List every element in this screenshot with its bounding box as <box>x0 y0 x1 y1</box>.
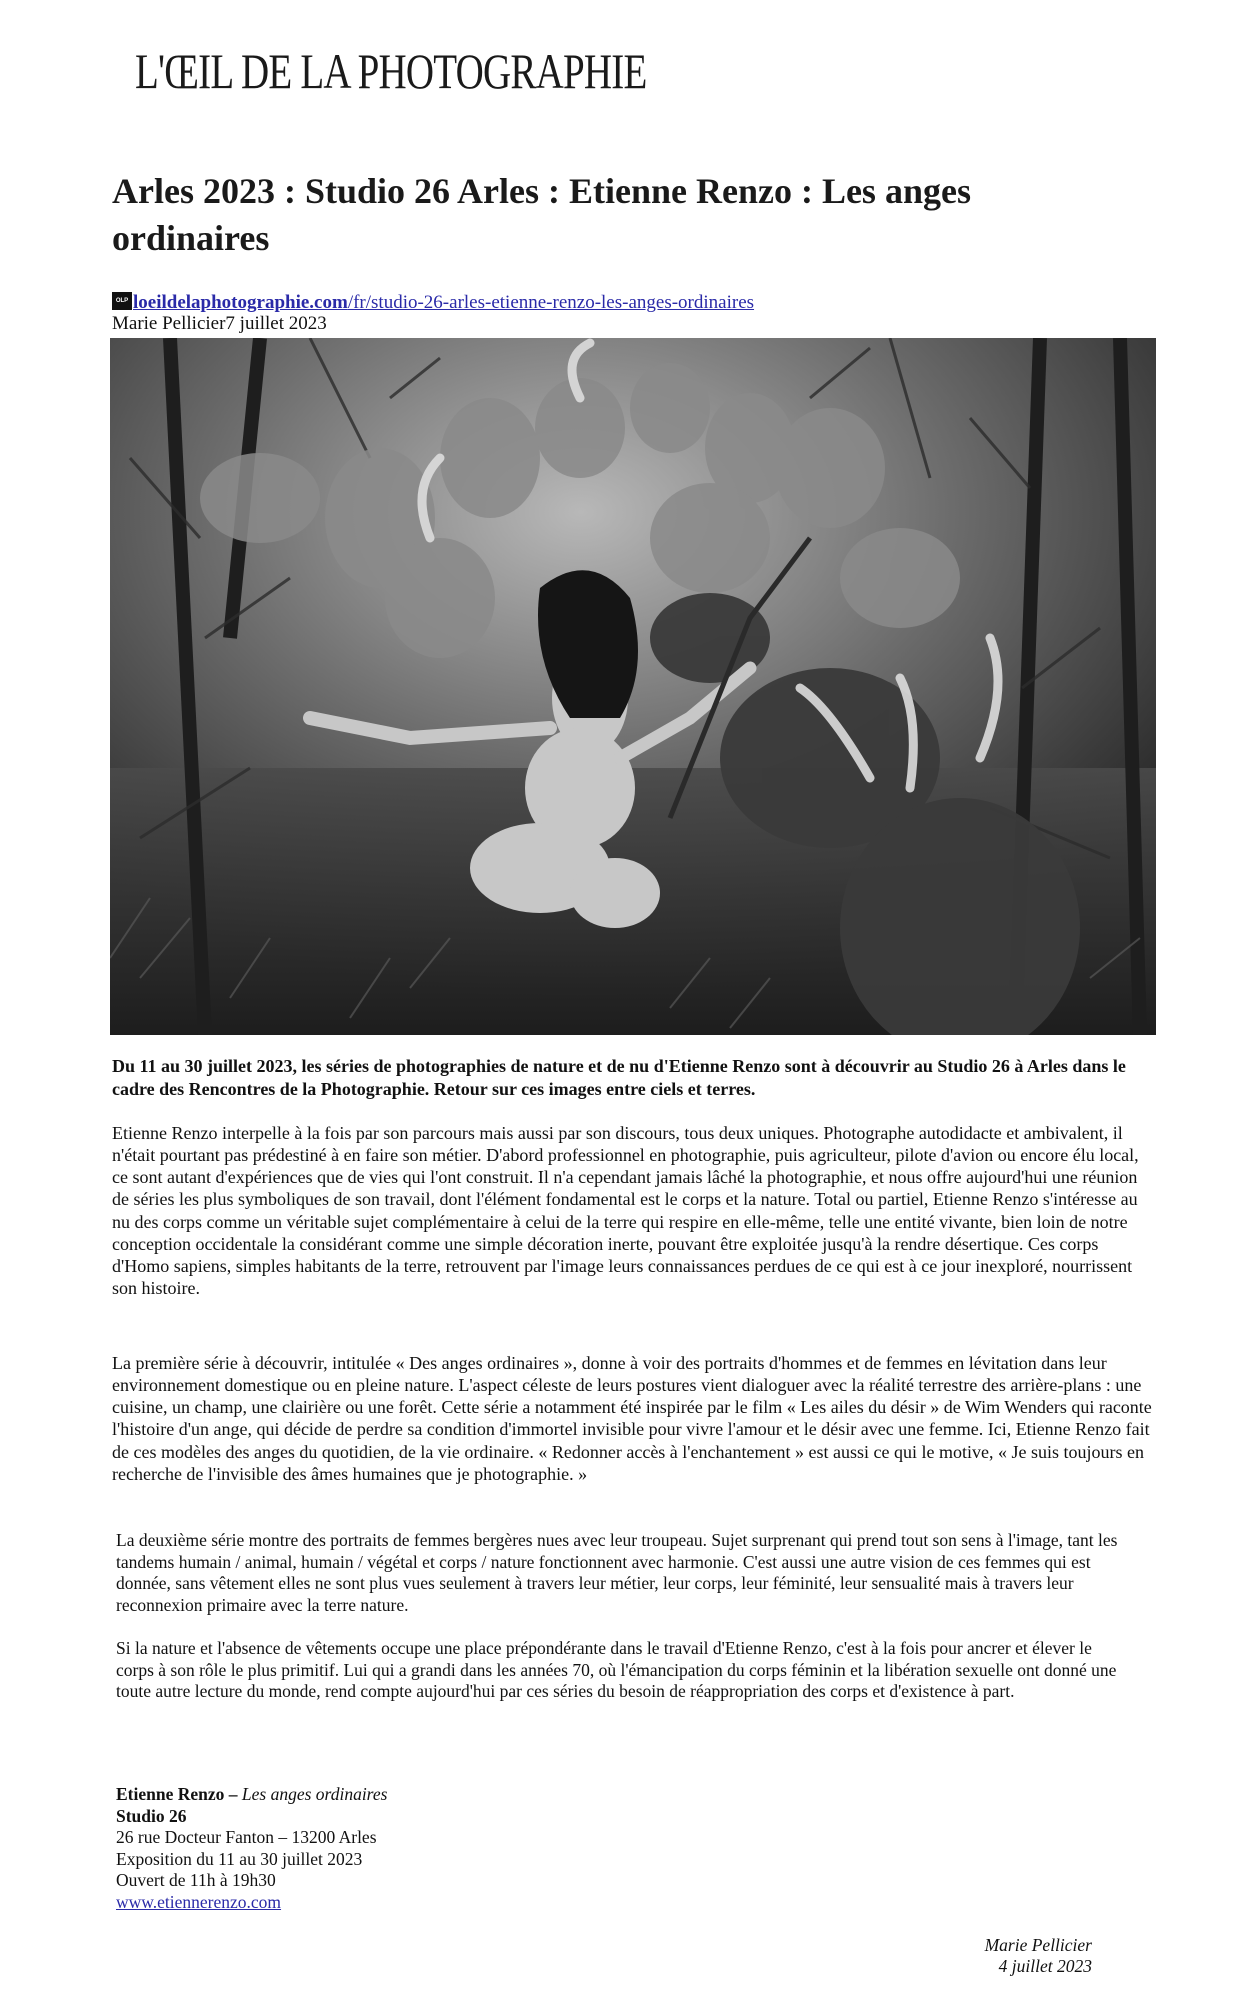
article-lead: Du 11 au 30 juillet 2023, les séries de photographies de nature et de nu d'Etienne Renzo sont à découvrir au Studio 26 à Arles dans le cadre des Rencontres de la Photographie. Retour sur ces images entre ciels et terres. <box>112 1056 1126 1100</box>
article-title: Arles 2023 : Studio 26 Arles : Etienne Renzo : Les anges ordinaires <box>112 171 971 258</box>
exhibition-separator: – <box>224 1784 242 1804</box>
exhibition-venue: Studio 26 <box>116 1805 187 1826</box>
source-url-domain: loeildelaphotographie.com <box>133 292 348 313</box>
exhibition-title-line <box>116 1784 387 1806</box>
site-favicon-icon: OLP <box>112 292 132 310</box>
exhibition-address: 26 rue Docteur Fanton – 13200 Arles <box>116 1827 377 1848</box>
exhibition-artist: Etienne Renzo <box>116 1784 225 1804</box>
byline: Marie Pellicier7 juillet 2023 <box>112 313 327 334</box>
source-url-link[interactable] <box>133 292 754 313</box>
article-paragraph-2: La première série à découvrir, intitulée « Des anges ordinaires », donne à voir des portraits d'hommes et de femmes en lévitation dans leur environnement domestique ou en pleine nature. L'aspect céleste de leurs postures vient dialoguer avec la réalité terrestre des arrière-plans : une cuisine, un champ, une clairière ou une forêt. Cette série a notamment été inspirée par le film « Les ailes du désir » de Wim Wenders qui raconte l'histoire d'un ange, qui décide de perdre sa condition d'immortel invisible pour vivre l'amour et le désir avec une femme. Ici, Etienne Renzo fait de ces modèles des anges du quotidien, de la vie ordinaire. « Redonner accès à l'enchantement » est aussi ce qui le motive, « Je suis toujours en recherche de l'invisible des âmes humaines que je photographie. » <box>112 1353 1152 1484</box>
signature-date: 4 juillet 2023 <box>998 1956 1092 1976</box>
signature-author: Marie Pellicier <box>984 1935 1092 1955</box>
article-paragraph-3: La deuxième série montre des portraits de femmes bergères nues avec leur troupeau. Sujet surprenant qui prend tout son sens à l'image, tant les tandems humain / animal, humain / végétal et corps / nature fonctionnent avec harmonie. C'est aussi une autre vision de ces femmes qui est donnée, sans vêtement elles ne sont plus vues seulement à travers leur métier, leur corps, leur féminité, leur sensualité mais à travers leur reconnexion primaire avec la terre nature. <box>116 1530 1118 1615</box>
source-url-path: /fr/studio-26-arles-etienne-renzo-les-anges-ordinaires <box>347 292 755 313</box>
source-line <box>112 292 754 314</box>
artist-website-link[interactable]: www.etiennerenzo.com <box>116 1891 282 1912</box>
signature <box>985 1935 1092 1977</box>
article-paragraph-1: Etienne Renzo interpelle à la fois par son parcours mais aussi par son discours, tous deux uniques. Photographe autodidacte et ambivalent, il n'était pourtant pas prédestiné à en faire son métier. D'abord professionnel en photographie, puis agriculteur, pilote d'avion ou encore élu local, ce sont autant d'expériences que de vies qui l'ont construit. Il n'a cependant jamais lâché la photographie, et nous offre aujourd'hui une réunion de séries les plus symboliques de son travail, dont l'élément fondamental est le corps et la nature. Total ou partiel, Etienne Renzo s'intéresse au nu des corps comme un véritable sujet complémentaire à celui de la terre qui respire en elle-même, telle une entité vivante, bien loin de notre conception occidentale la considérant comme une simple décoration inerte, pouvant être exploitée jusqu'à la rendre désertique. Ces corps d'Homo sapiens, simples habitants de la terre, retrouvent par l'image leurs connaissances perdues de ce qui est à ce jour inexploré, nourrissent son histoire. <box>112 1123 1139 1298</box>
exhibition-hours: Ouvert de 11h à 19h30 <box>116 1870 276 1891</box>
exhibition-series: Les anges ordinaires <box>241 1784 388 1804</box>
exhibition-info <box>116 1784 387 1913</box>
exhibition-dates: Exposition du 11 au 30 juillet 2023 <box>116 1848 363 1869</box>
masthead-logo: L'ŒIL DE LA PHOTOGRAPHIE <box>135 43 647 99</box>
hero-photo <box>110 338 1156 1035</box>
article-paragraph-4: Si la nature et l'absence de vêtements occupe une place prépondérante dans le travail d'Etienne Renzo, c'est à la fois pour ancrer et élever le corps à son rôle le plus primitif. Lui qui a grandi dans les années 70, où l'émancipation du corps féminin et la libération sexuelle ont donné une toute autre lecture du monde, rend compte aujourd'hui par ces séries du besoin de réappropriation des corps et d'existence à part. <box>116 1638 1117 1702</box>
